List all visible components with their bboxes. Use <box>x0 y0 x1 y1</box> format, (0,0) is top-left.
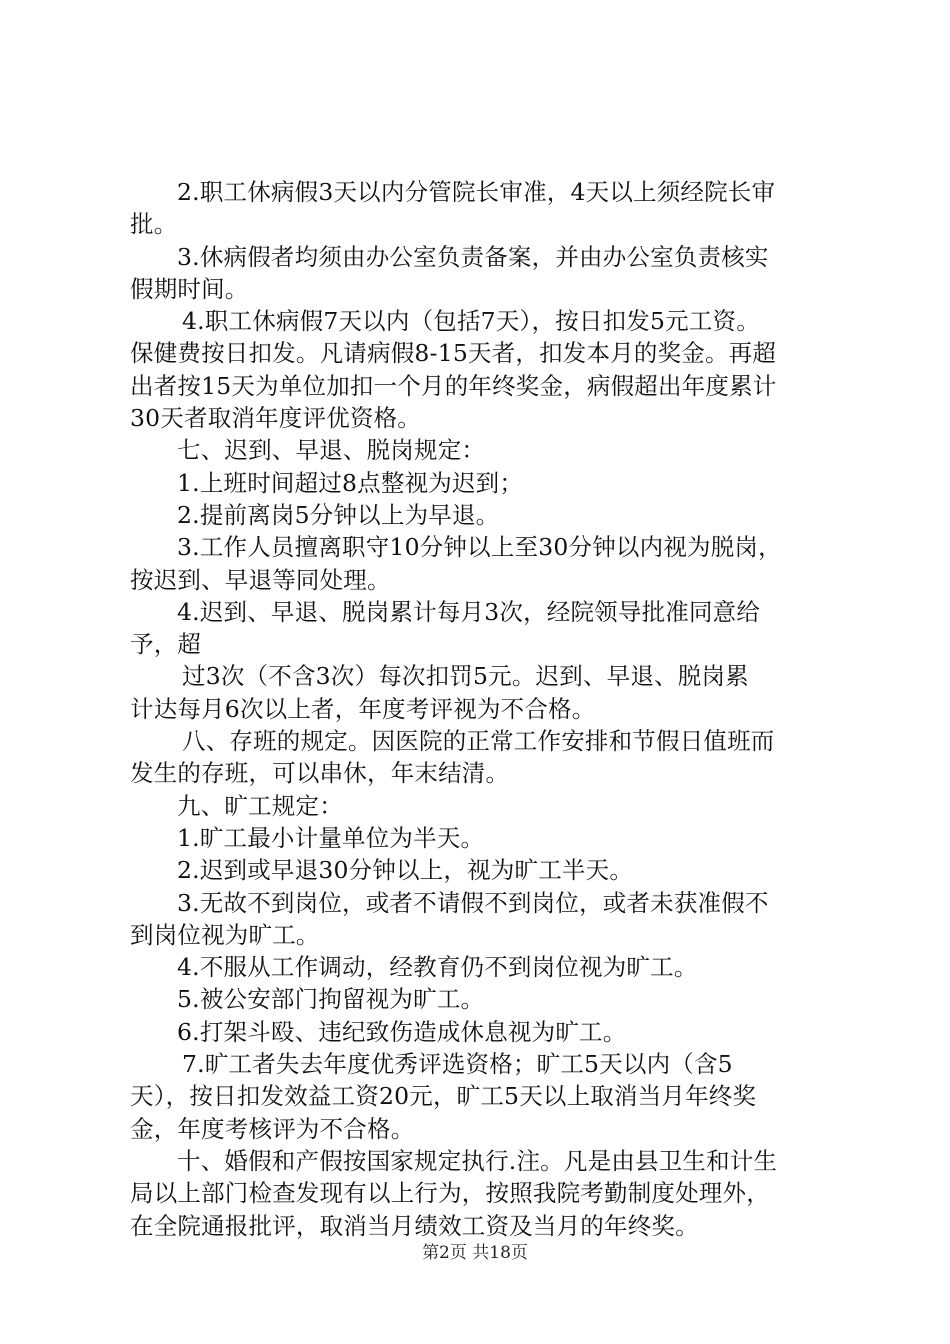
text-line: 到岗位视为旷工。 <box>130 920 320 949</box>
text-line: 假期时间。 <box>130 274 249 303</box>
text-line: 2.迟到或早退30分钟以上，视为旷工半天。 <box>177 856 634 885</box>
text-line: 计达每月6次以上者，年度考评视为不合格。 <box>130 694 596 723</box>
text-line: 九、旷工规定： <box>177 791 343 820</box>
text-line: 局以上部门检查发现有以上行为，按照我院考勤制度处理外， <box>130 1179 770 1208</box>
text-line: 4.迟到、早退、脱岗累计每月3次，经院领导批准同意给 <box>177 597 761 626</box>
text-line: 2.职工休病假3天以内分管院长审准，4天以上须经院长审 <box>177 178 776 206</box>
text-line: 30天者取消年度评优资格。 <box>130 404 422 433</box>
text-line: 天），按日扣发效益工资20元，旷工5天以上取消当月年终奖 <box>130 1082 757 1111</box>
text-line: 保健费按日扣发。凡请病假8-15天者，扣发本月的奖金。再超 <box>130 339 777 368</box>
text-line: 6.打架斗殴、违纪致伤造成休息视为旷工。 <box>177 1017 627 1046</box>
text-line: 4.职工休病假7天以内（包括7天），按日扣发5元工资。 <box>182 307 760 336</box>
text-line: 7.旷工者失去年度优秀评选资格；旷工5天以内（含5 <box>182 1050 733 1079</box>
text-line: 批。 <box>130 210 178 239</box>
text-line: 1.上班时间超过8点整视为迟到； <box>177 468 524 497</box>
text-line: 5.被公安部门拘留视为旷工。 <box>177 985 485 1014</box>
text-line: 十、婚假和产假按国家规定执行.注。凡是由县卫生和计生 <box>177 1146 778 1175</box>
text-line: 七、迟到、早退、脱岗规定： <box>177 436 486 465</box>
text-line: 3.休病假者均须由办公室负责备案，并由办公室负责核实 <box>177 242 769 271</box>
text-line: 2.提前离岗5分钟以上为早退。 <box>177 500 500 529</box>
text-line: 3.无故不到岗位，或者不请假不到岗位，或者未获准假不 <box>177 888 769 917</box>
document-body <box>130 176 830 1242</box>
text-line: 金，年度考核评为不合格。 <box>130 1114 415 1143</box>
text-line: 八、存班的规定。因医院的正常工作安排和节假日值班而 <box>182 727 775 756</box>
text-line: 按迟到、早退等同处理。 <box>130 565 391 594</box>
text-line: 4.不服从工作调动，经教育仍不到岗位视为旷工。 <box>177 953 698 982</box>
text-line: 1.旷工最小计量单位为半天。 <box>177 823 485 852</box>
text-line: 在全院通报批评，取消当月绩效工资及当月的年终奖。 <box>130 1211 699 1240</box>
text-line: 出者按15天为单位加扣一个月的年终奖金，病假超出年度累计 <box>130 371 777 400</box>
page-footer: 第2页 共18页 <box>422 1243 528 1263</box>
text-line: 过3次（不含3次）每次扣罚5元。迟到、早退、脱岗累 <box>182 662 749 691</box>
text-line: 发生的存班，可以串休，年末结清。 <box>130 759 510 788</box>
text-line: 3.工作人员擅离职守10分钟以上至30分钟以内视为脱岗， <box>177 533 782 562</box>
text-line: 予，超 <box>130 630 202 659</box>
